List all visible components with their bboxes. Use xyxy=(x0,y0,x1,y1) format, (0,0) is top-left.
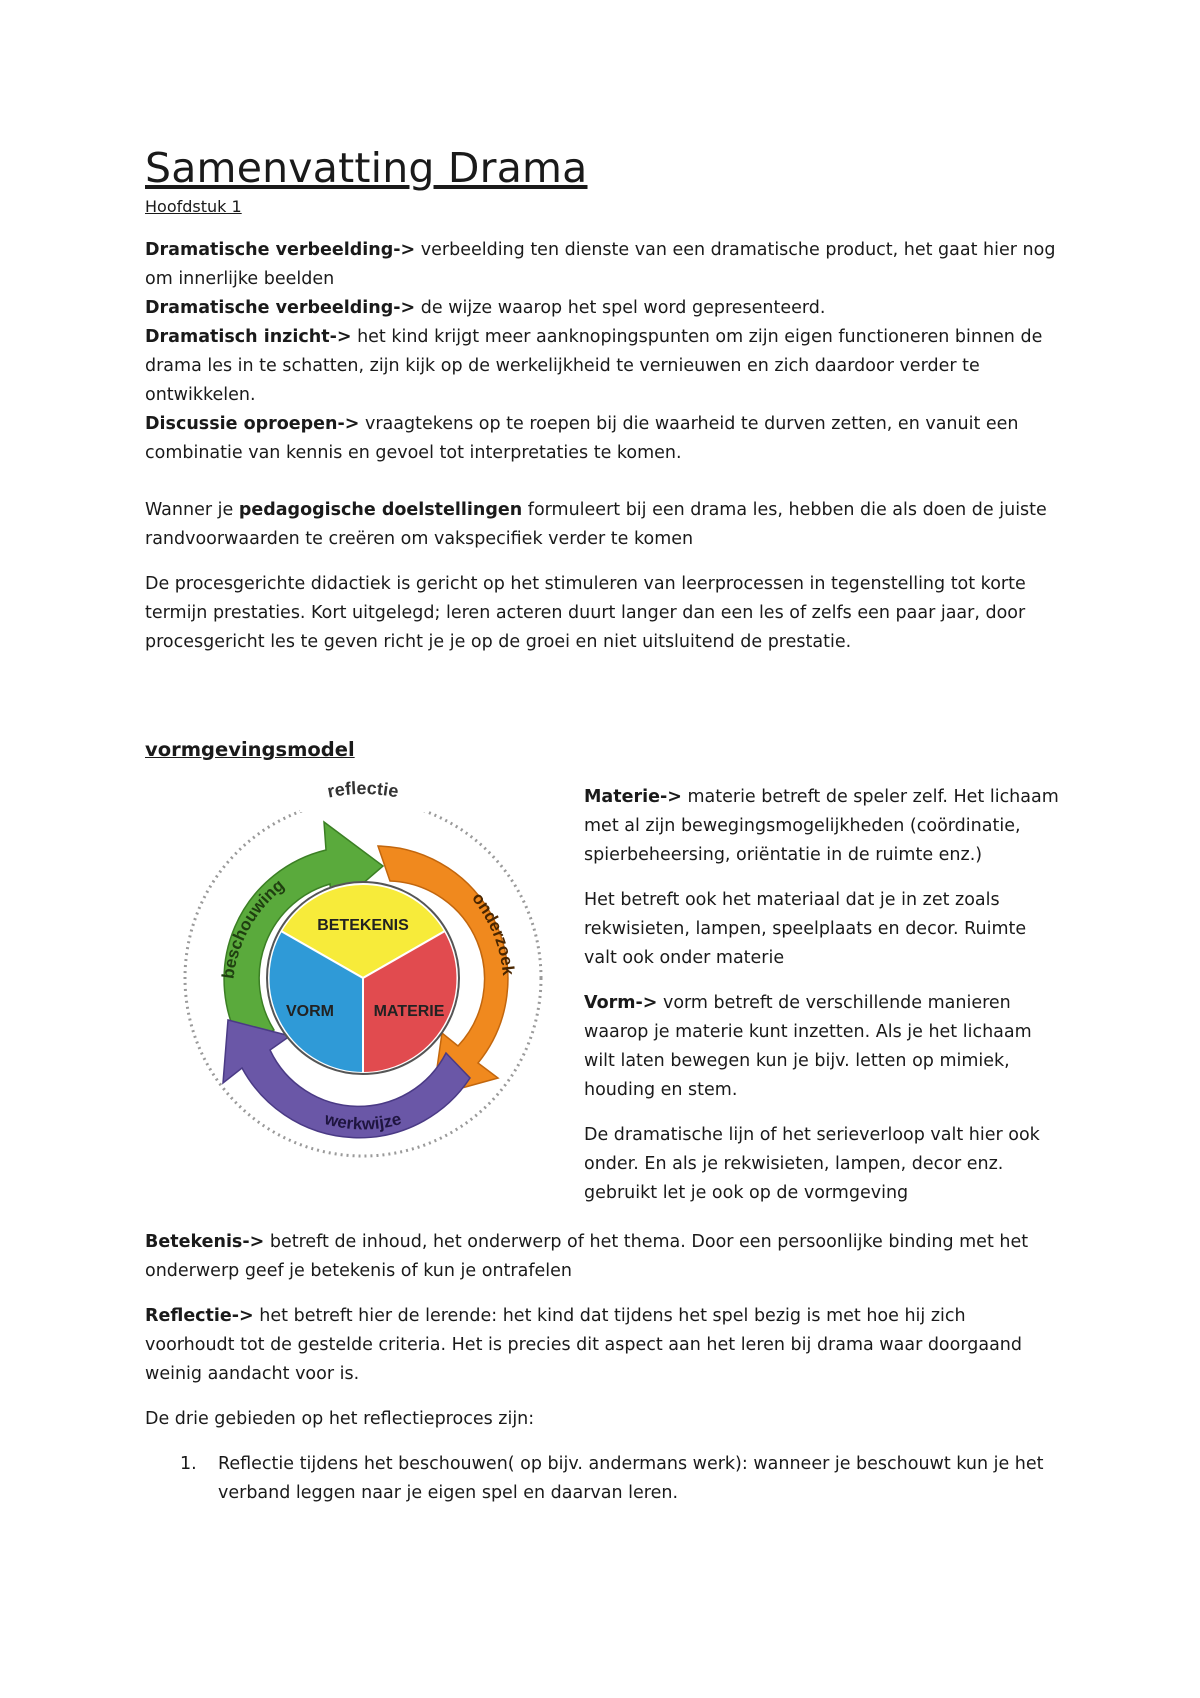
paragraph-text: formuleert bij een drama les, hebben die als doen de juiste randvoorwaarden te creëren om vakspecifiek verder te komen xyxy=(145,500,1047,549)
definition-term: Dramatische verbeelding xyxy=(145,298,394,318)
definition-arrow: -> xyxy=(337,414,360,434)
document-page xyxy=(145,140,1060,657)
definition-paragraph xyxy=(145,323,1060,410)
vorm-paragraph xyxy=(584,989,1064,1105)
definition-arrow: -> xyxy=(231,1306,254,1326)
definition-term: Vorm xyxy=(584,993,636,1013)
definition-text: vraagtekens op te roepen bij die waarheid te durven zetten, en vanuit een combinatie van kennis en gevoel tot interpretaties te komen. xyxy=(145,414,1019,463)
definition-term: Materie xyxy=(584,787,660,807)
definition-arrow: -> xyxy=(393,298,416,318)
definition-text: verbeelding ten dienste van een dramatische product, het gaat hier nog om innerlijke beelden xyxy=(145,240,1056,289)
paragraph-term: pedagogische doelstellingen xyxy=(238,500,523,520)
reflection-list xyxy=(145,1450,1060,1508)
list-number: 1. xyxy=(180,1454,197,1474)
reflectie-paragraph xyxy=(145,1302,1060,1389)
reflectie-label: reflectie xyxy=(325,778,401,802)
list-item-text: Reflectie tijdens het beschouwen( op bijv. andermans werk): wanneer je beschouwt kun je het verband leggen naar je eigen spel en daarvan leren. xyxy=(218,1454,1044,1503)
definition-arrow: -> xyxy=(635,993,658,1013)
diagram-svg xyxy=(178,778,548,1178)
definition-arrow: -> xyxy=(329,327,352,347)
werkwijze-label: werkwijze xyxy=(322,1109,404,1134)
pedagogisch-paragraph xyxy=(145,496,1060,554)
definition-term: Reflectie xyxy=(145,1306,232,1326)
paragraph-text: Het betreft ook het materiaal dat je in zet zoals rekwisieten, lampen, speelplaats en decor. Ruimte valt ook onder materie xyxy=(584,890,1027,968)
definition-term: Dramatisch inzicht xyxy=(145,327,330,347)
onderzoek-label: onderzoek xyxy=(468,888,518,977)
definition-arrow: -> xyxy=(393,240,416,260)
betekenis-label: BETEKENIS xyxy=(317,917,409,934)
dramatische-lijn-paragraph xyxy=(584,1121,1064,1208)
definition-text: materie betreft de speler zelf. Het lichaam met al zijn bewegingsmogelijkheden (coördinatie, spierbeheersing, oriëntatie in de ruimte enz.) xyxy=(584,787,1059,865)
definition-term: Betekenis xyxy=(145,1232,243,1252)
definition-paragraph xyxy=(145,410,1060,468)
materie-label: MATERIE xyxy=(373,1003,445,1020)
page-title: Samenvatting Drama xyxy=(145,144,588,192)
intro-definitions xyxy=(145,236,1060,468)
section-heading: vormgevingsmodel xyxy=(145,738,355,761)
definition-arrow: -> xyxy=(242,1232,265,1252)
betekenis-paragraph xyxy=(145,1228,1060,1286)
definition-text: het betreft hier de lerende: het kind dat tijdens het spel bezig is met hoe hij zich voorhoudt tot de gestelde criteria. Het is precies dit aspect aan het leren bij drama waar doorgaand weinig aandacht voor is. xyxy=(145,1306,1022,1384)
definition-term: Dramatische verbeelding xyxy=(145,240,394,260)
beschouwing-label: beschouwing xyxy=(218,875,288,980)
materiaal-paragraph xyxy=(584,886,1064,973)
definition-text: vorm betreft de verschillende manieren waarop je materie kunt inzetten. Als je het lichaam wilt laten bewegen kun je bijv. letten op mimiek, houding en stem. xyxy=(584,993,1032,1100)
vormgevingsmodel-diagram xyxy=(178,778,548,1178)
definition-text: betreft de inhoud, het onderwerp of het thema. Door een persoonlijke binding met het onderwerp geef je betekenis of kun je ontrafelen xyxy=(145,1232,1029,1281)
definition-arrow: -> xyxy=(659,787,682,807)
definition-paragraph xyxy=(145,294,1060,323)
definition-text: het kind krijgt meer aanknopingspunten om zijn eigen functioneren binnen de drama les in te schatten, zijn kijk op de werkelijkheid te vernieuwen en zich daardoor verder te ontwikkelen. xyxy=(145,327,1043,405)
list-item xyxy=(145,1450,1060,1508)
paragraph-text: De dramatische lijn of het serieverloop valt hier ook onder. En als je rekwisieten, lampen, decor enz. gebruikt let je ook op de vormgeving xyxy=(584,1125,1040,1203)
chapter-heading: Hoofdstuk 1 xyxy=(145,197,242,216)
right-column xyxy=(584,783,1064,1224)
vorm-label: VORM xyxy=(286,1003,334,1020)
materie-paragraph xyxy=(584,783,1064,870)
list-intro: De drie gebieden op het reflectieproces zijn: xyxy=(145,1409,535,1429)
bottom-section xyxy=(145,1228,1060,1508)
definition-paragraph xyxy=(145,236,1060,294)
definition-term: Discussie oproepen xyxy=(145,414,338,434)
proces-paragraph: De procesgerichte didactiek is gericht op het stimuleren van leerprocessen in tegenstelling tot korte termijn prestaties. Kort uitgelegd; leren acteren duurt langer dan een les of zelfs een paar jaar, door procesgericht les te geven richt je je op de groei en niet uitsluitend de prestatie. xyxy=(145,574,1026,652)
paragraph-text: Wanner je xyxy=(145,500,239,520)
definition-text: de wijze waarop het spel word gepresenteerd. xyxy=(415,298,826,318)
